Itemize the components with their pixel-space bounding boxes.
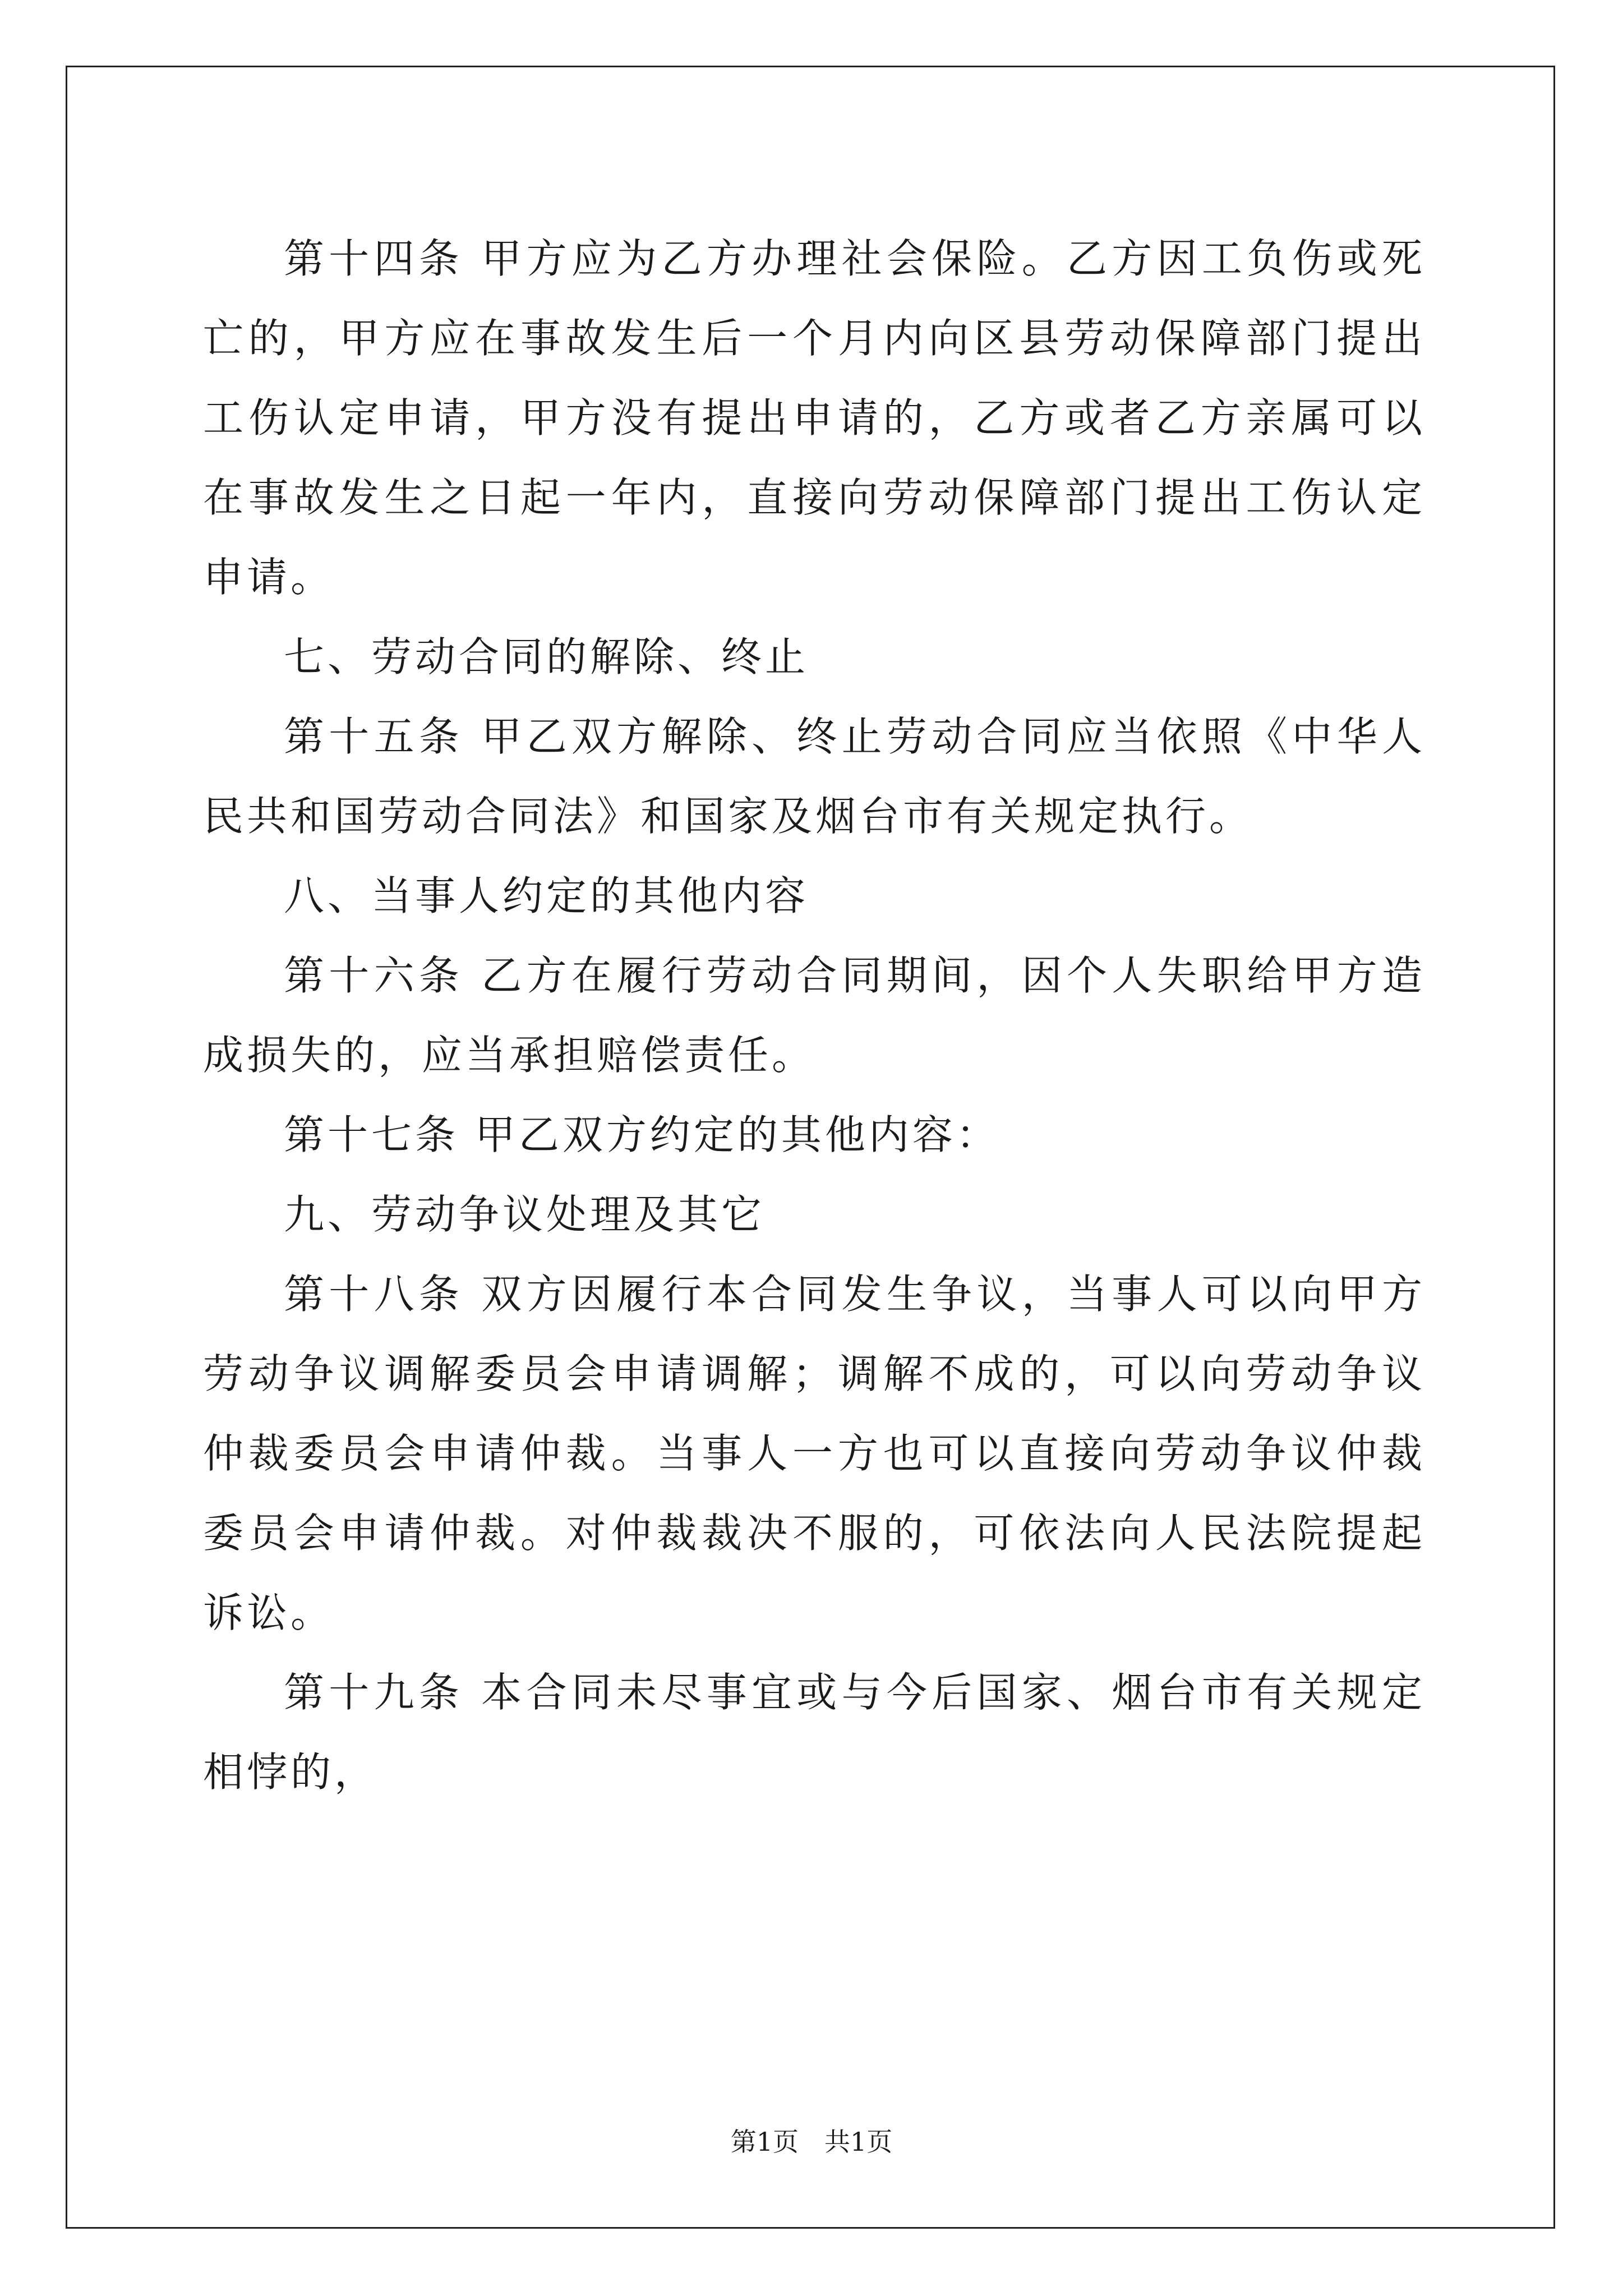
clause-14: 第十四条 甲方应为乙方办理社会保险。乙方因工负伤或死亡的，甲方应在事故发生后一个月内向区县劳动保障部门提出工伤认定申请，甲方没有提出申请的，乙方或者乙方亲属可以在事故发生之日起一年内，直接向劳动保障部门提出工伤认定申请。 <box>203 235 1426 601</box>
section-heading-8: 八、当事人约定的其他内容 <box>284 872 809 919</box>
document-body <box>203 219 1426 1812</box>
clause-19: 第十九条 本合同未尽事宜或与今后国家、烟台市有关规定相悖的， <box>203 1669 1426 1796</box>
section-heading-9: 九、劳动争议处理及其它 <box>284 1191 766 1238</box>
section-heading-7: 七、劳动合同的解除、终止 <box>284 633 809 680</box>
clause-15: 第十五条 甲乙双方解除、终止劳动合同应当依照《中华人民共和国劳动合同法》和国家及烟台市有关规定执行。 <box>203 713 1426 840</box>
clause-18: 第十八条 双方因履行本合同发生争议，当事人可以向甲方劳动争议调解委员会申请调解；调解不成的，可以向劳动争议仲裁委员会申请仲裁。当事人一方也可以直接向劳动争议仲裁委员会申请仲裁。对仲裁裁决不服的，可依法向人民法院提起诉讼。 <box>203 1271 1426 1636</box>
page-total: 共1页 <box>824 2127 893 2157</box>
page-footer <box>0 2125 1623 2159</box>
clause-16: 第十六条 乙方在履行劳动合同期间，因个人失职给甲方造成损失的，应当承担赔偿责任。 <box>203 952 1426 1079</box>
clause-17: 第十七条 甲乙双方约定的其他内容： <box>284 1111 1000 1158</box>
page-number: 第1页 <box>730 2127 799 2157</box>
